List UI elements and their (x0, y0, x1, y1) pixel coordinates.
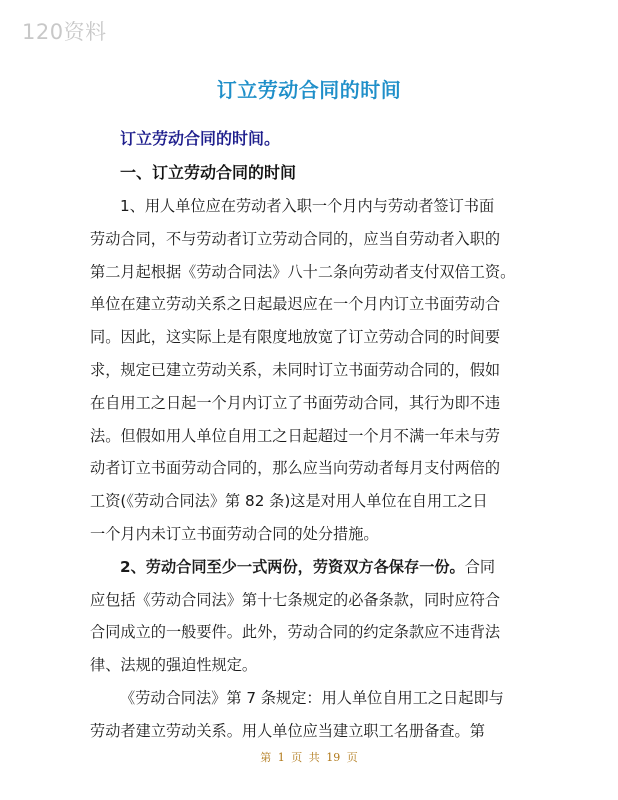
section-heading: 一、订立劳动合同的时间 (120, 163, 297, 182)
paragraph-line: 《劳动合同法》第 7 条规定：用人单位自用工之日起即与 (120, 688, 504, 707)
paragraph-3 (90, 682, 530, 748)
paragraph-line: 在自用工之日起一个月内订立了书面劳动合同，其行为即不违 (90, 393, 501, 412)
document-title: 订立劳动合同的时间 (216, 78, 402, 102)
paragraph-line: 一个月内未订立书面劳动合同的处分措施。 (90, 524, 379, 543)
paragraph-1 (90, 190, 530, 551)
paragraph-line: 第二月起根据《劳动合同法》八十二条向劳动者支付双倍工资。 (90, 262, 516, 281)
paragraph-lead-bold: 2、劳动合同至少一式两份，劳资双方各保存一份。 (120, 557, 465, 576)
paragraph-line: 同。因此，这实际上是有限度地放宽了订立劳动合同的时间要 (90, 328, 501, 347)
paragraph-2 (90, 551, 530, 682)
paragraph-line: 工资(《劳动合同法》第 82 条)这是对用人单位在自用工之日 (90, 492, 488, 511)
paragraph-line: 求，规定已建立劳动关系，未同时订立书面劳动合同的，假如 (90, 360, 501, 379)
paragraph-line: 1、用人单位应在劳动者入职一个月内与劳动者签订书面 (120, 197, 495, 215)
paragraph-line: 合同成立的一般要件。此外，劳动合同的约定条款应不违背法 (90, 623, 501, 642)
paragraph-line: 单位在建立劳动关系之日起最迟应在一个月内订立书面劳动合 (90, 295, 501, 314)
watermark: 120资料 (22, 20, 107, 44)
paragraph-line: 动者订立书面劳动合同的，那么应当向劳动者每月支付两倍的 (90, 459, 501, 478)
subtitle: 订立劳动合同的时间。 (120, 129, 281, 148)
document-body (90, 122, 530, 748)
paragraph-line: 应包括《劳动合同法》第十七条规定的必备条款，同时应符合 (90, 590, 501, 609)
page-footer: 第 1 页 共 19 页 (260, 751, 358, 764)
paragraph-line: 法。但假如用人单位自用工之日起超过一个月不满一年未与劳 (90, 426, 501, 445)
paragraph-line: 劳动合同，不与劳动者订立劳动合同的，应当自劳动者入职的 (90, 229, 501, 248)
paragraph-line: 律、法规的强迫性规定。 (90, 656, 258, 675)
paragraph-line: 劳动者建立劳动关系。用人单位应当建立职工名册备查。第 (90, 721, 485, 740)
paragraph-lead-rest: 合同 (464, 557, 496, 576)
paragraph-line (90, 551, 530, 584)
